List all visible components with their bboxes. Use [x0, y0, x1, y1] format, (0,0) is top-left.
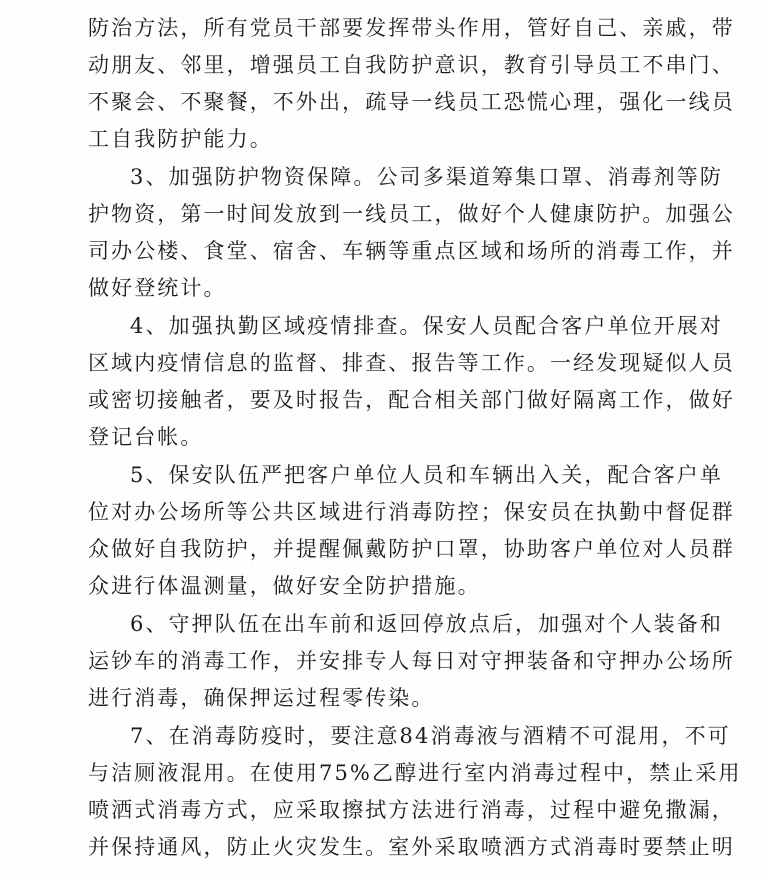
text-line: 并保持通风，防止火灾发生。室外采取喷洒方式消毒时要禁止明	[88, 835, 735, 859]
text-line: 5、保安队伍严把客户单位人员和车辆出入关，配合客户单	[130, 463, 723, 487]
text-line: 登记台帐。	[88, 425, 204, 449]
text-line: 不聚会、不聚餐，不外出，疏导一线员工恐慌心理，强化一线员	[88, 90, 735, 114]
text-line: 运钞车的消毒工作，并安排专人每日对守押装备和守押办公场所	[88, 649, 735, 673]
text-line: 众做好自我防护，并提醒佩戴防护口罩，协助客户单位对人员群	[88, 537, 735, 561]
text-line: 进行消毒，确保押运过程零传染。	[88, 686, 435, 710]
text-line: 众进行体温测量，做好安全防护措施。	[88, 574, 481, 598]
text-line: 与洁厕液混用。在使用75%乙醇进行室内消毒过程中，禁止采用	[88, 761, 742, 785]
text-line: 位对办公场所等公共区域进行消毒防控；保安员在执勤中督促群	[88, 500, 735, 524]
text-line: 3、加强防护物资保障。公司多渠道筹集口罩、消毒剂等防	[130, 165, 723, 189]
text-line: 7、在消毒防疫时，要注意84消毒液与酒精不可混用，不可	[130, 724, 731, 748]
text-line: 或密切接触者，要及时报告，配合相关部门做好隔离工作，做好	[88, 388, 735, 412]
text-line: 护物资，第一时间发放到一线员工，做好个人健康防护。加强公	[88, 202, 735, 226]
text-line: 喷洒式消毒方式，应采取擦拭方法进行消毒，过程中避免撒漏，	[88, 798, 735, 822]
text-line: 6、守押队伍在出车前和返回停放点后，加强对个人装备和	[130, 612, 723, 636]
text-line: 做好登统计。	[88, 276, 227, 300]
text-line: 防治方法，所有党员干部要发挥带头作用，管好自己、亲戚，带	[88, 16, 735, 40]
text-line: 司办公楼、食堂、宿舍、车辆等重点区域和场所的消毒工作，并	[88, 239, 735, 263]
text-line: 区域内疫情信息的监督、排查、报告等工作。一经发现疑似人员	[88, 351, 735, 375]
text-line: 工自我防护能力。	[88, 127, 273, 151]
text-line: 4、加强执勤区域疫情排查。保安人员配合客户单位开展对	[130, 314, 723, 338]
text-line: 动朋友、邻里，增强员工自我防护意识，教育引导员工不串门、	[88, 53, 735, 77]
